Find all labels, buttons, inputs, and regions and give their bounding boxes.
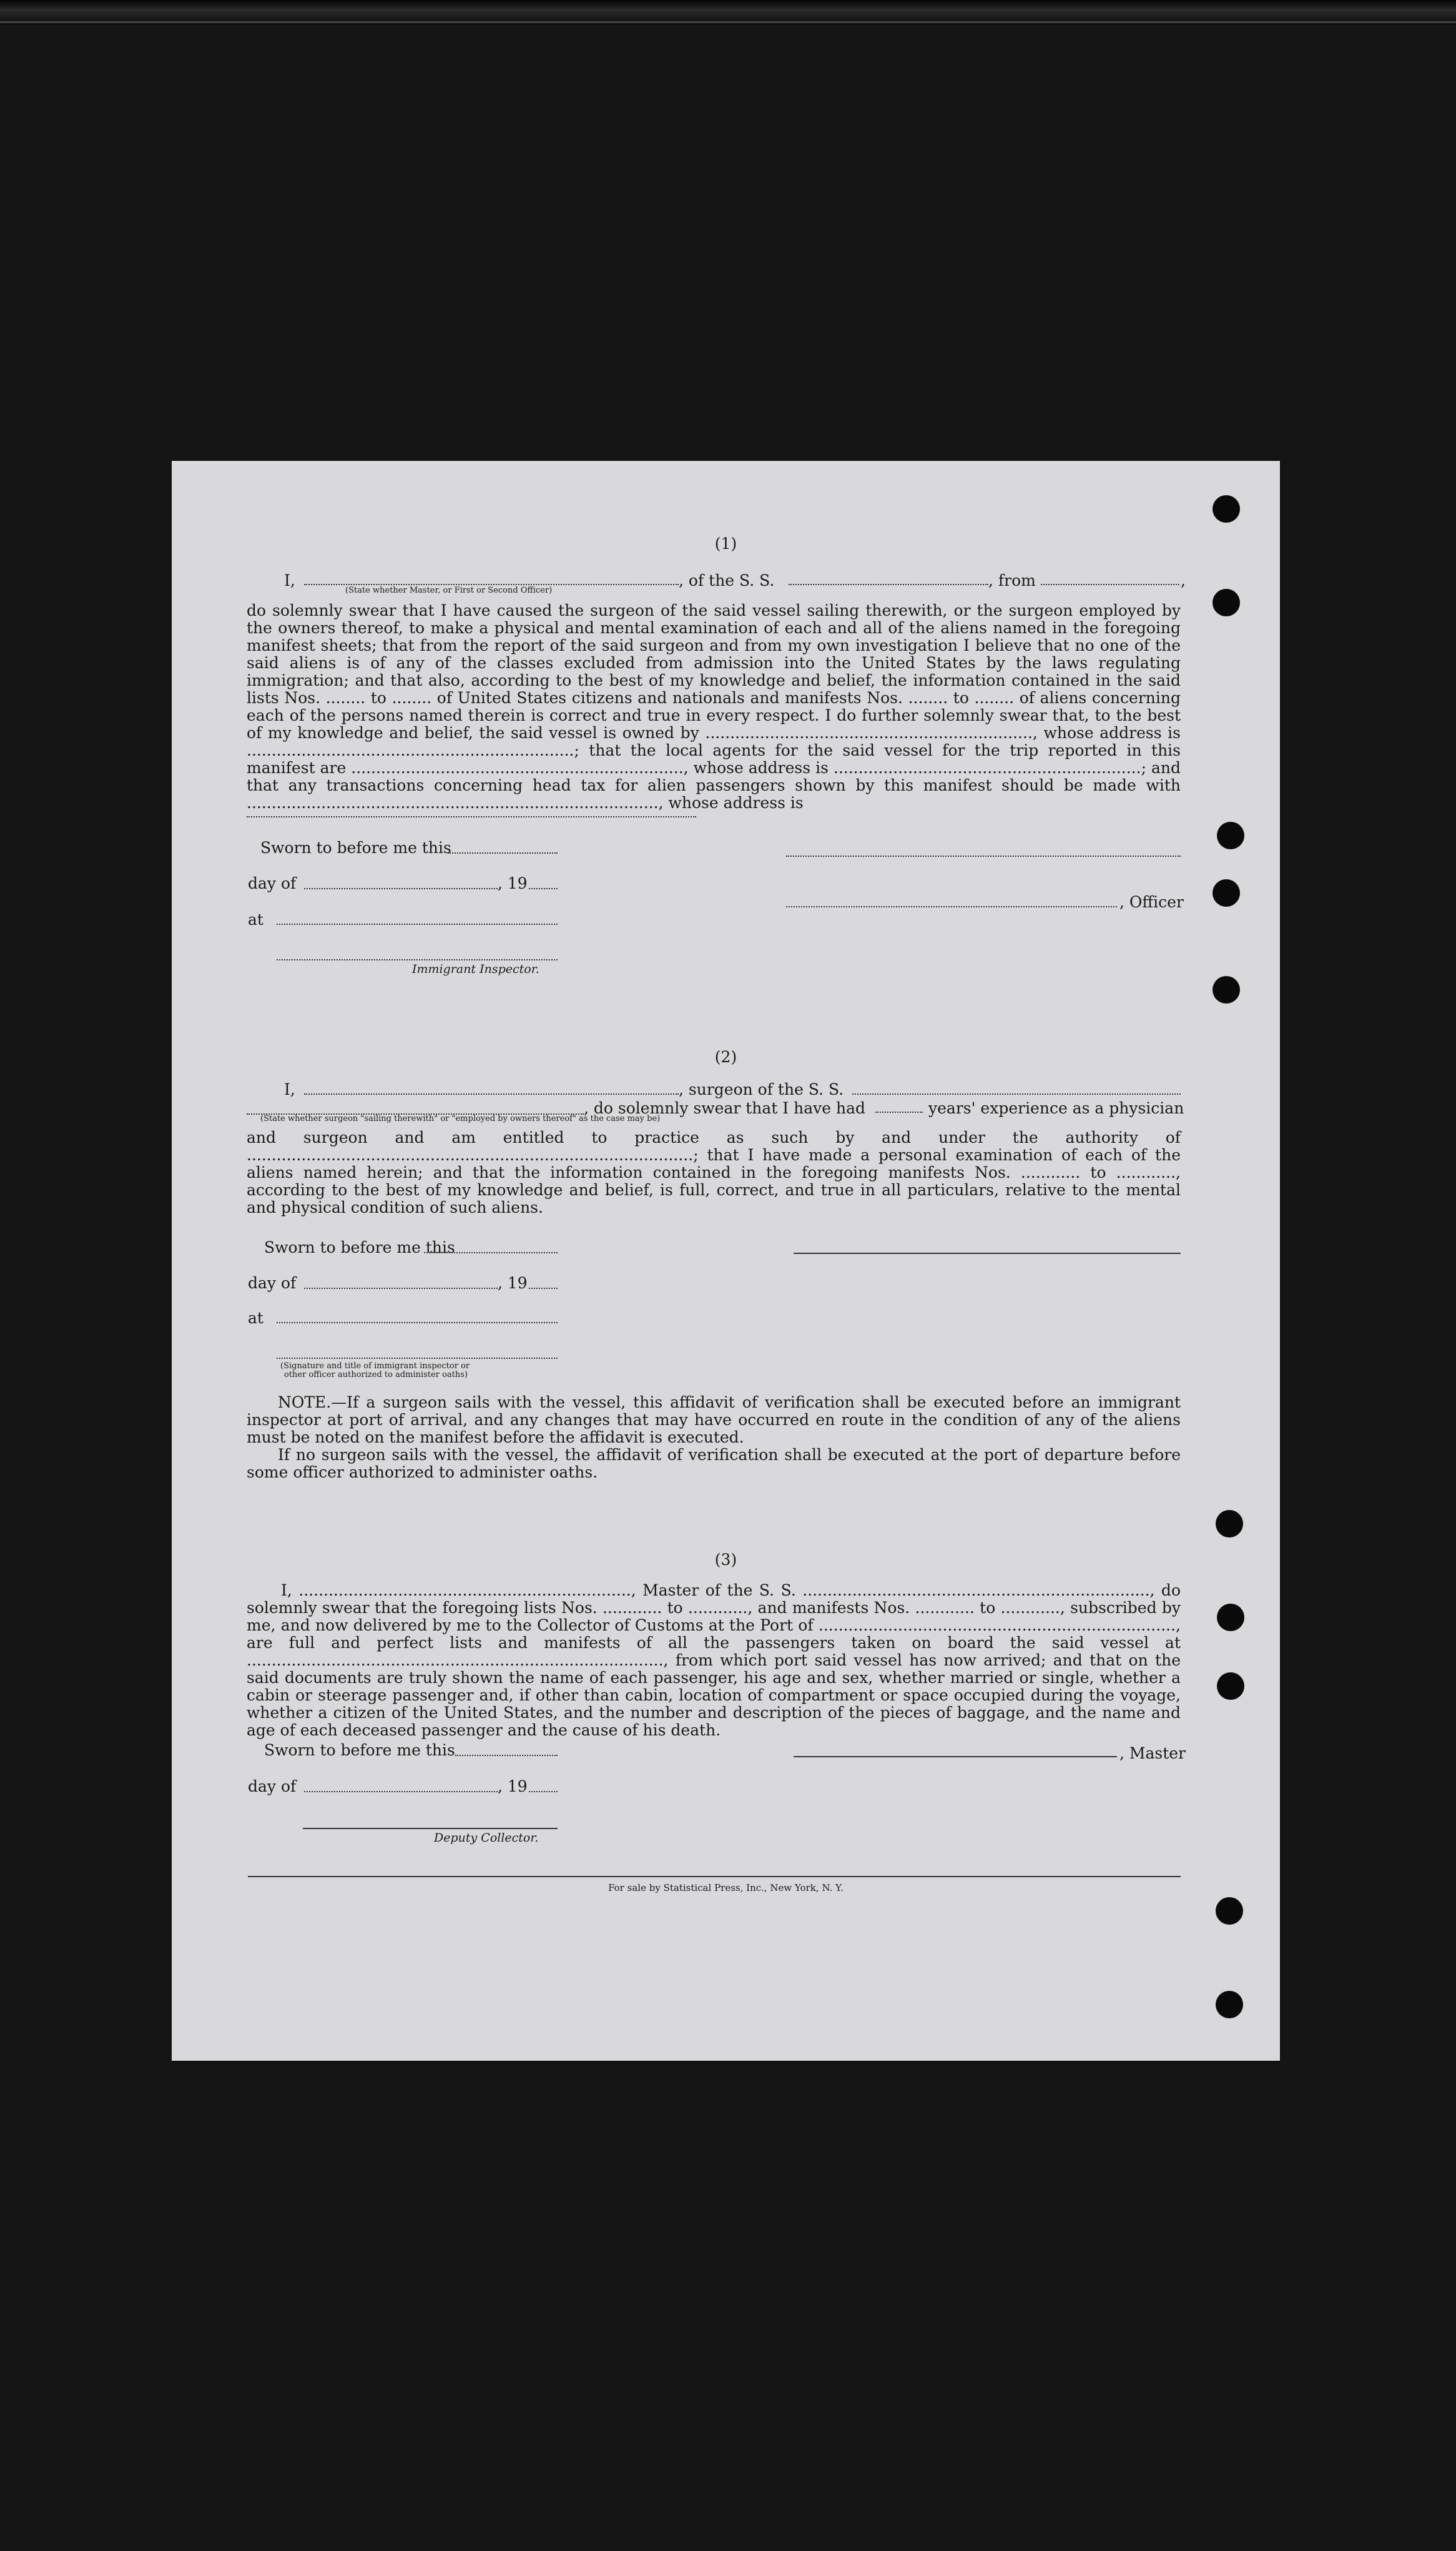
footer-printer: For sale by Statistical Press, Inc., New York, N. Y. [608, 1882, 844, 1893]
note-paragraph-2: If no surgeon sails with the vessel, the affidavit of verification shall be executed at the port of departure before some officer authorized to administer oaths. [247, 1446, 1181, 1481]
years-experience-field[interactable] [875, 1111, 923, 1113]
binder-hole [1217, 1604, 1244, 1631]
footer-rule [248, 1875, 1181, 1877]
sworn-year-field[interactable] [529, 887, 558, 889]
note-paragraph-1: NOTE.—If a surgeon sails with the vessel, this affidavit of verification shall be executed before an immigrant inspector at port of arrival, and any changes that may have occurred en route in the condition of any of the aliens must be noted on the manifest before the affidavit is executed. [247, 1393, 1181, 1446]
surgeon-signature-line[interactable] [794, 1252, 1181, 1254]
section-2-day-of: day of [248, 1274, 297, 1292]
sworn-place-field-2[interactable] [277, 1321, 558, 1323]
section-3-body: I, ..................................................................., Master of the S. S. ......................................................................, do solemnly swear that the foregoing lists Nos. ............ to ............, and manifests Nos. ............ to ............, subscribed by me, and now delivered by me to the Collector of Customs at the Port of ........................................................................, are full and perfect lists and manifests of all the passengers taken on board the said vessel at ...................................................................................., from which port said vessel has now arrived; and that on the said documents are truly shown the name of each passenger, his age and sex, whether married or single, whether a cabin or steerage passenger and, if other than cabin, location of compartment or space occupied during the voyage, whether a citizen of the United States, and the number and description of the pieces of baggage, and the name and age of each deceased passenger and the cause of his death. [247, 1581, 1181, 1739]
inspector-caption: Immigrant Inspector. [412, 962, 539, 976]
binder-hole [1213, 589, 1240, 616]
inspector-signature-line[interactable] [277, 959, 558, 960]
scan-top-line [0, 21, 1456, 23]
officer-label: , Officer [1119, 893, 1184, 911]
section-3-sworn: Sworn to before me this [264, 1741, 455, 1759]
sworn-place-field[interactable] [277, 923, 558, 925]
section-3-year: , 19 [498, 1777, 528, 1795]
section-2-year: , 19 [498, 1274, 528, 1292]
section-1-year: , 19 [498, 874, 528, 892]
sworn-month-field-2[interactable] [304, 1287, 498, 1289]
officer-signature-line-1[interactable] [786, 855, 1181, 857]
section-2-swear: , do solemnly swear that I have had [584, 1099, 866, 1117]
binder-hole [1216, 1510, 1243, 1537]
sworn-month-field-3[interactable] [304, 1790, 498, 1792]
section-2-i: I, [284, 1080, 295, 1098]
section-2-years: years' experience as a physician [928, 1099, 1184, 1117]
address-continuation-field[interactable] [247, 816, 696, 817]
section-1-body: do solemnly swear that I have caused the surgeon of the said vessel sailing therewith, or the surgeon employed by the owners thereof, to make a physical and mental examination of each and all of the aliens named in the foregoing manifest sheets; that from the report of the said surgeon and from my own investigation I believe that no one of the said aliens is of any of the classes excluded from admission into the United States by the laws regulating immigration; and that also, according to the best of my knowledge and belief, the information contained in the said lists Nos. ........ to ........ of United States citizens and nationals and manifests Nos. ........ to ........ of aliens concerning each of the persons named therein is correct and true in every respect. I do further solemnly swear that, to the best of my knowledge and belief, the said vessel is owned by .................................................................., whose address is ..................................................................; that the local agents for the said vessel for the trip reported in this manifest are ..................................................................., whose address is ..............................................................; and that any transactions concerning head tax for alien passengers shown by this manifest should be made with ..................................................................................., whose address is [247, 601, 1181, 812]
sworn-day-field-3[interactable] [455, 1754, 558, 1756]
sworn-day-field-2[interactable] [424, 1251, 558, 1253]
surgeon-vessel-field[interactable] [852, 1093, 1181, 1095]
comma: , [1181, 571, 1186, 590]
binder-hole [1213, 976, 1240, 1004]
surgeon-status-hint: (State whether surgeon "sailing therewith" or "employed by owners thereof" as the case may be) [260, 1114, 661, 1123]
deputy-signature-line[interactable] [303, 1827, 558, 1829]
sworn-day-field[interactable] [448, 852, 558, 854]
surgeon-name-field[interactable] [304, 1093, 679, 1095]
binder-hole [1213, 879, 1240, 907]
section-2-sworn: Sworn to before me this [264, 1238, 455, 1256]
signature-hint-1: (Signature and title of immigrant inspector or [280, 1361, 470, 1371]
officer-signature-line-2[interactable] [786, 905, 1117, 907]
binder-hole [1216, 1897, 1243, 1925]
inspector-signature-line-2[interactable] [277, 1357, 558, 1359]
section-1-number: (1) [714, 535, 737, 553]
section-2-number: (2) [714, 1048, 737, 1066]
signature-hint-2: other officer authorized to administer oaths) [284, 1370, 468, 1379]
sworn-year-field-3[interactable] [529, 1790, 558, 1792]
binder-hole [1217, 822, 1244, 849]
manifest-form-page [172, 461, 1280, 2061]
section-1-sworn: Sworn to before me this [260, 839, 451, 857]
section-1-i: I, [284, 571, 295, 590]
section-2-surgeon-label: , surgeon of the S. S. [679, 1080, 844, 1098]
binder-hole [1217, 1672, 1244, 1700]
section-2-body: and surgeon and am entitled to practice as such by and under the authority of ..........................................................................................; that I have made a personal examination of each of the aliens named herein; and that the information contained in the foregoing manifests Nos. ............ to ............, according to the best of my knowledge and belief, is full, correct, and true in all particulars, relative to the mental and physical condition of such aliens. [247, 1128, 1181, 1216]
section-3-day-of: day of [248, 1777, 297, 1795]
vessel-name-field[interactable] [789, 583, 988, 585]
section-2-at: at [248, 1309, 263, 1327]
master-label: , Master [1119, 1744, 1186, 1762]
sworn-year-field-2[interactable] [529, 1287, 558, 1289]
departure-port-field[interactable] [1041, 583, 1179, 585]
section-1-at: at [248, 910, 263, 929]
officer-rank-hint: (State whether Master, or First or Second Officer) [345, 586, 553, 595]
section-1-ss-label: , of the S. S. [679, 571, 775, 590]
deputy-caption: Deputy Collector. [434, 1831, 539, 1845]
section-1-day-of: day of [248, 874, 297, 892]
binder-hole [1213, 495, 1240, 523]
master-signature-line[interactable] [794, 1755, 1117, 1757]
binder-hole [1216, 1991, 1243, 2018]
sworn-month-field[interactable] [304, 887, 498, 889]
officer-rank-field[interactable] [304, 583, 679, 585]
section-3-number: (3) [714, 1551, 737, 1569]
section-1-from-label: , from [988, 571, 1036, 590]
